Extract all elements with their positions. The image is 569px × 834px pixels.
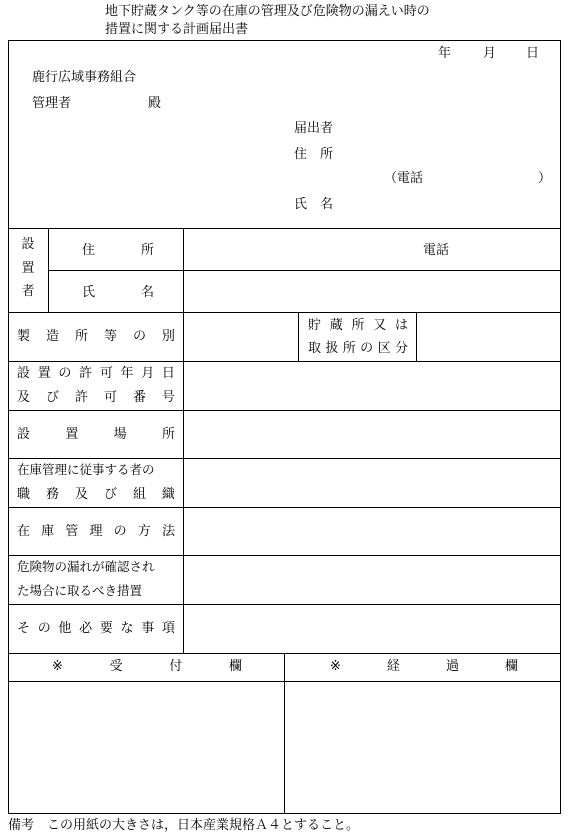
grid-line (48, 270, 561, 271)
grid-line (416, 312, 417, 361)
reception-header: ※ 受 付 欄 (52, 659, 242, 674)
grid-line (8, 312, 561, 313)
location-label: 設 置 場 所 (17, 427, 175, 442)
permit-label-2: 及 び 許 可 番 号 (17, 390, 175, 405)
installer-address-value[interactable] (190, 240, 390, 266)
grid-line (284, 653, 285, 814)
grid-line (183, 228, 184, 653)
addressee-honorific: 殿 (148, 96, 162, 111)
storage-class-value[interactable] (422, 318, 554, 354)
other-value[interactable] (190, 610, 550, 646)
form-title-line1: 地下貯蔵タンク等の在庫の管理及び危険物の漏えい時の (105, 4, 430, 19)
date-month: 月 (483, 46, 497, 61)
grid-line (8, 458, 561, 459)
storage-class-label-1: 貯 蔵 所 又 は (308, 318, 408, 333)
facility-type-label: 製 造 所 等 の 別 (17, 329, 175, 344)
notifier-phone-open: （電話 (384, 171, 424, 186)
progress-header: ※ 経 過 欄 (330, 659, 518, 674)
installer-name-label: 氏 名 (82, 285, 154, 300)
leak-label-1: 危険物の漏れが確認され (17, 559, 155, 574)
grid-line (8, 361, 561, 362)
storage-class-label-2: 取 扱 所 の 区 分 (308, 341, 408, 356)
leak-value[interactable] (190, 561, 550, 597)
grid-line (48, 228, 49, 312)
date-day: 日 (526, 46, 540, 61)
reception-area[interactable] (12, 686, 280, 810)
method-value[interactable] (190, 513, 550, 549)
installer-label-2: 置 (21, 261, 35, 276)
notifier-address-label: 住 所 (294, 147, 334, 162)
grid-line (8, 507, 561, 508)
addressee-org: 鹿行広域事務組合 (32, 70, 137, 85)
date-year: 年 (438, 46, 452, 61)
notifier-label: 届出者 (294, 121, 334, 136)
other-label: そ の 他 必 要 な 事 項 (17, 621, 175, 636)
staff-value[interactable] (190, 464, 550, 500)
form-title-line2: 措置に関する計画届出書 (105, 22, 249, 37)
notifier-phone-close: ） (538, 171, 552, 186)
installer-name-value[interactable] (190, 280, 550, 306)
facility-type-value[interactable] (190, 318, 290, 354)
method-label: 在 庫 管 理 の 方 法 (17, 524, 175, 539)
grid-line (8, 410, 561, 411)
installer-phone-label: 電話 (422, 243, 449, 258)
grid-line (298, 312, 299, 361)
staff-label-2: 職 務 及 び 組 織 (17, 487, 175, 502)
installer-label-3: 者 (21, 284, 35, 299)
notifier-name-label: 氏 名 (294, 197, 334, 212)
progress-area[interactable] (289, 686, 557, 810)
footer-note: 備考 この用紙の大きさは，日本産業規格Ａ４とすること。 (8, 818, 360, 833)
grid-line (8, 555, 561, 556)
installer-address-label: 住 所 (82, 243, 154, 258)
installer-label-1: 設 (21, 237, 35, 252)
grid-line (8, 228, 561, 229)
location-value[interactable] (190, 416, 550, 452)
permit-value[interactable] (190, 367, 550, 403)
addressee-role: 管理者 (32, 96, 72, 111)
leak-label-2: た場合に取るべき措置 (17, 583, 143, 598)
permit-label-1: 設 置 の 許 可 年 月 日 (17, 366, 175, 381)
grid-line (8, 604, 561, 605)
staff-label-1: 在庫管理に従事する者の (17, 462, 155, 477)
